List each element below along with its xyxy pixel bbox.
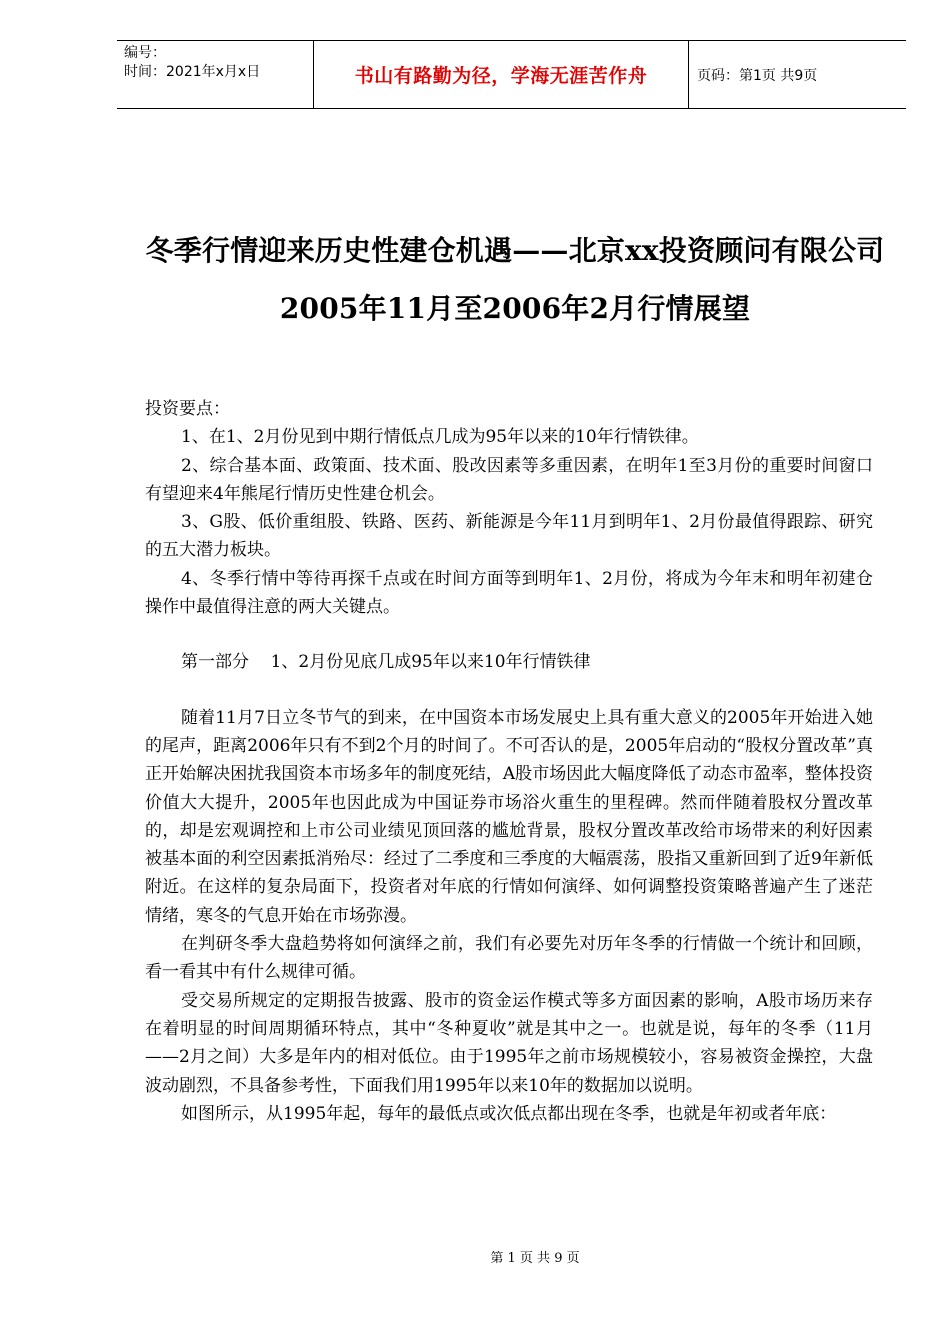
key-point-item: 1、在1、2月份见到中期行情低点几成为95年以来的10年行情铁律。	[181, 427, 699, 448]
body-paragraph: 受交易所规定的定期报告披露、股市的资金运作模式等多方面因素的影响，A股市场历来存在着明显的时间周期循环特点，其中“冬种夏收”就是其中之一。也就是说，每年的冬季（11月——2月之间）大多是年内的相对低位。由于1995年之前市场规模较小，容易被资金操控，大盘波动剧烈，不具备参考性，下面我们用1995年以来10年的数据加以说明。	[145, 990, 873, 1096]
time-label: 时间：2021年x月x日	[124, 64, 261, 80]
body-paragraph: 如图所示，从1995年起，每年的最低点或次低点都出现在冬季，也就是年初或者年底：	[181, 1103, 837, 1124]
header-meta	[117, 41, 314, 108]
key-points-heading: 投资要点：	[145, 399, 230, 419]
header-page-info: 页码：第1页 共9页	[697, 67, 818, 84]
page-footer: 第 1 页 共 9 页	[490, 1251, 580, 1266]
body-paragraph: 随着11月7日立冬节气的到来，在中国资本市场发展史上具有重大意义的2005年开始进入她的尾声，距离2006年只有不到2个月的时间了。不可否认的是，2005年启动的“股权分置改革”真正开始解决困扰我国资本市场多年的制度死结，A股市场因此大幅度降低了动态市盈率，整体投资价值大大提升，2005年也因此成为中国证券市场浴火重生的里程碑。然而伴随着股权分置改革的，却是宏观调控和上市公司业绩见顶回落的尴尬背景，股权分置改革改给市场带来的利好因素被基本面的利空因素抵消殆尽：经过了二季度和三季度的大幅震荡，股指又重新回到了近9年新低附近。在这样的复杂局面下，投资者对年底的行情如何演绎、如何调整投资策略普遍产生了迷茫情绪，寒冬的气息开始在市场弥漫。	[145, 707, 873, 926]
number-label: 编号：	[124, 45, 166, 61]
key-point-item: 4、冬季行情中等待再探千点或在时间方面等到明年1、2月份，将成为今年末和明年初建仓操作中最值得注意的两大关键点。	[145, 568, 873, 618]
spacer	[145, 677, 873, 704]
body-paragraph: 在判研冬季大盘趋势将如何演绎之前，我们有必要先对历年冬季的行情做一个统计和回顾，看一看其中有什么规律可循。	[145, 934, 873, 983]
spacer	[145, 621, 873, 648]
key-point-item: 3、G股、低价重组股、铁路、医药、新能源是今年11月到明年1、2月份最值得跟踪、研究的五大潜力板块。	[145, 512, 873, 561]
document-title: 冬季行情迎来历史性建仓机遇——北京xx投资顾问有限公司2005年11月至2006年2月行情展望	[145, 234, 885, 325]
document-body	[145, 395, 873, 1128]
section-title: 第一部分 1、2月份见底几成95年以来10年行情铁律	[181, 652, 591, 673]
page-header	[117, 40, 906, 109]
header-motto: 书山有路勤为径，学海无涯苦作舟	[314, 41, 689, 108]
key-point-item: 2、综合基本面、政策面、技术面、股改因素等多重因素，在明年1至3月份的重要时间窗口有望迎来4年熊尾行情历史性建仓机会。	[145, 455, 873, 504]
